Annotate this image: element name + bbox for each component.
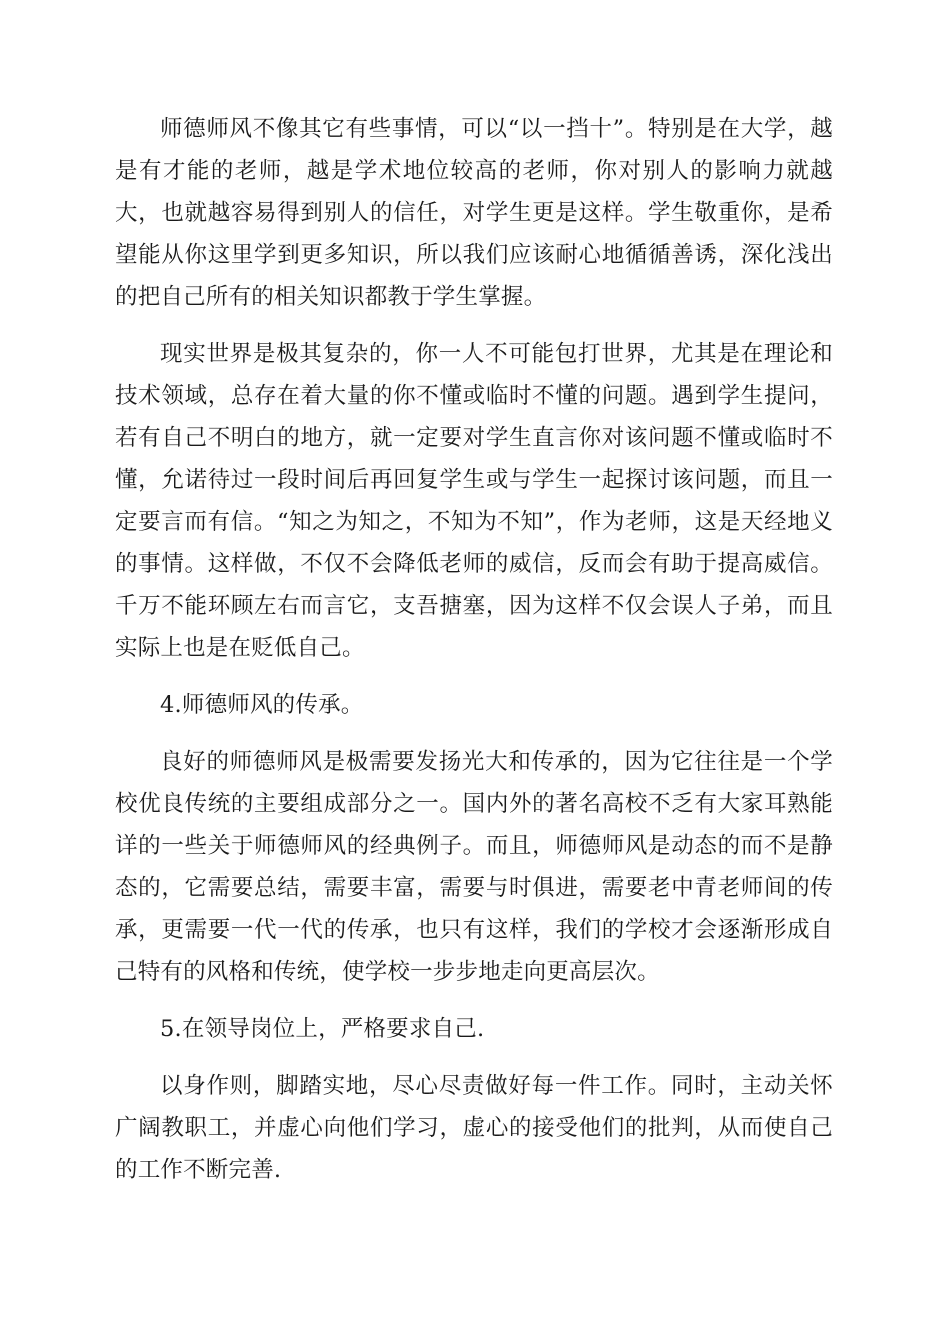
document-body (115, 108, 833, 1206)
paragraph-leadership: 以身作则，脚踏实地，尽心尽责做好每一件工作。同时，主动关怀广阔教职工，并虚心向他们学习，虚心的接受他们的批判，从而使自己的工作不断完善. (115, 1073, 833, 1183)
heading-inheritance: 4.师德师风的传承。 (160, 692, 364, 718)
heading-leadership: 5.在领导岗位上，严格要求自己. (160, 1016, 485, 1042)
paragraph-honesty: 现实世界是极其复杂的，你一人不可能包打世界，尤其是在理论和技术领域，总存在着大量的你不懂或临时不懂的问题。遇到学生提问，若有自己不明白的地方，就一定要对学生直言你对该问题不懂或临时不懂，允诺待过一段时间后再回复学生或与学生一起探讨该问题，而且一定要言而有信。“知之为知之，不知为不知”，作为老师，这是天经地义的事情。这样做，不仅不会降低老师的威信，反而会有助于提高威信。千万不能环顾左右而言它，支吾搪塞，因为这样不仅会误人子弟，而且实际上也是在贬低自己。 (115, 341, 833, 661)
paragraph-inheritance: 良好的师德师风是极需要发扬光大和传承的，因为它往往是一个学校优良传统的主要组成部分之一。国内外的著名高校不乏有大家耳熟能详的一些关于师德师风的经典例子。而且，师德师风是动态的而不是静态的，它需要总结，需要丰富，需要与时俱进，需要老中青老师间的传承，更需要一代一代的传承，也只有这样，我们的学校才会逐渐形成自己特有的风格和传统，使学校一步步地走向更高层次。 (115, 749, 833, 985)
paragraph-teacher-influence: 师德师风不像其它有些事情，可以“以一挡十”。特别是在大学，越是有才能的老师，越是学术地位较高的老师，你对别人的影响力就越大，也就越容易得到别人的信任，对学生更是这样。学生敬重你，是希望能从你这里学到更多知识，所以我们应该耐心地循循善诱，深化浅出的把自己所有的相关知识都教于学生掌握。 (115, 116, 833, 310)
